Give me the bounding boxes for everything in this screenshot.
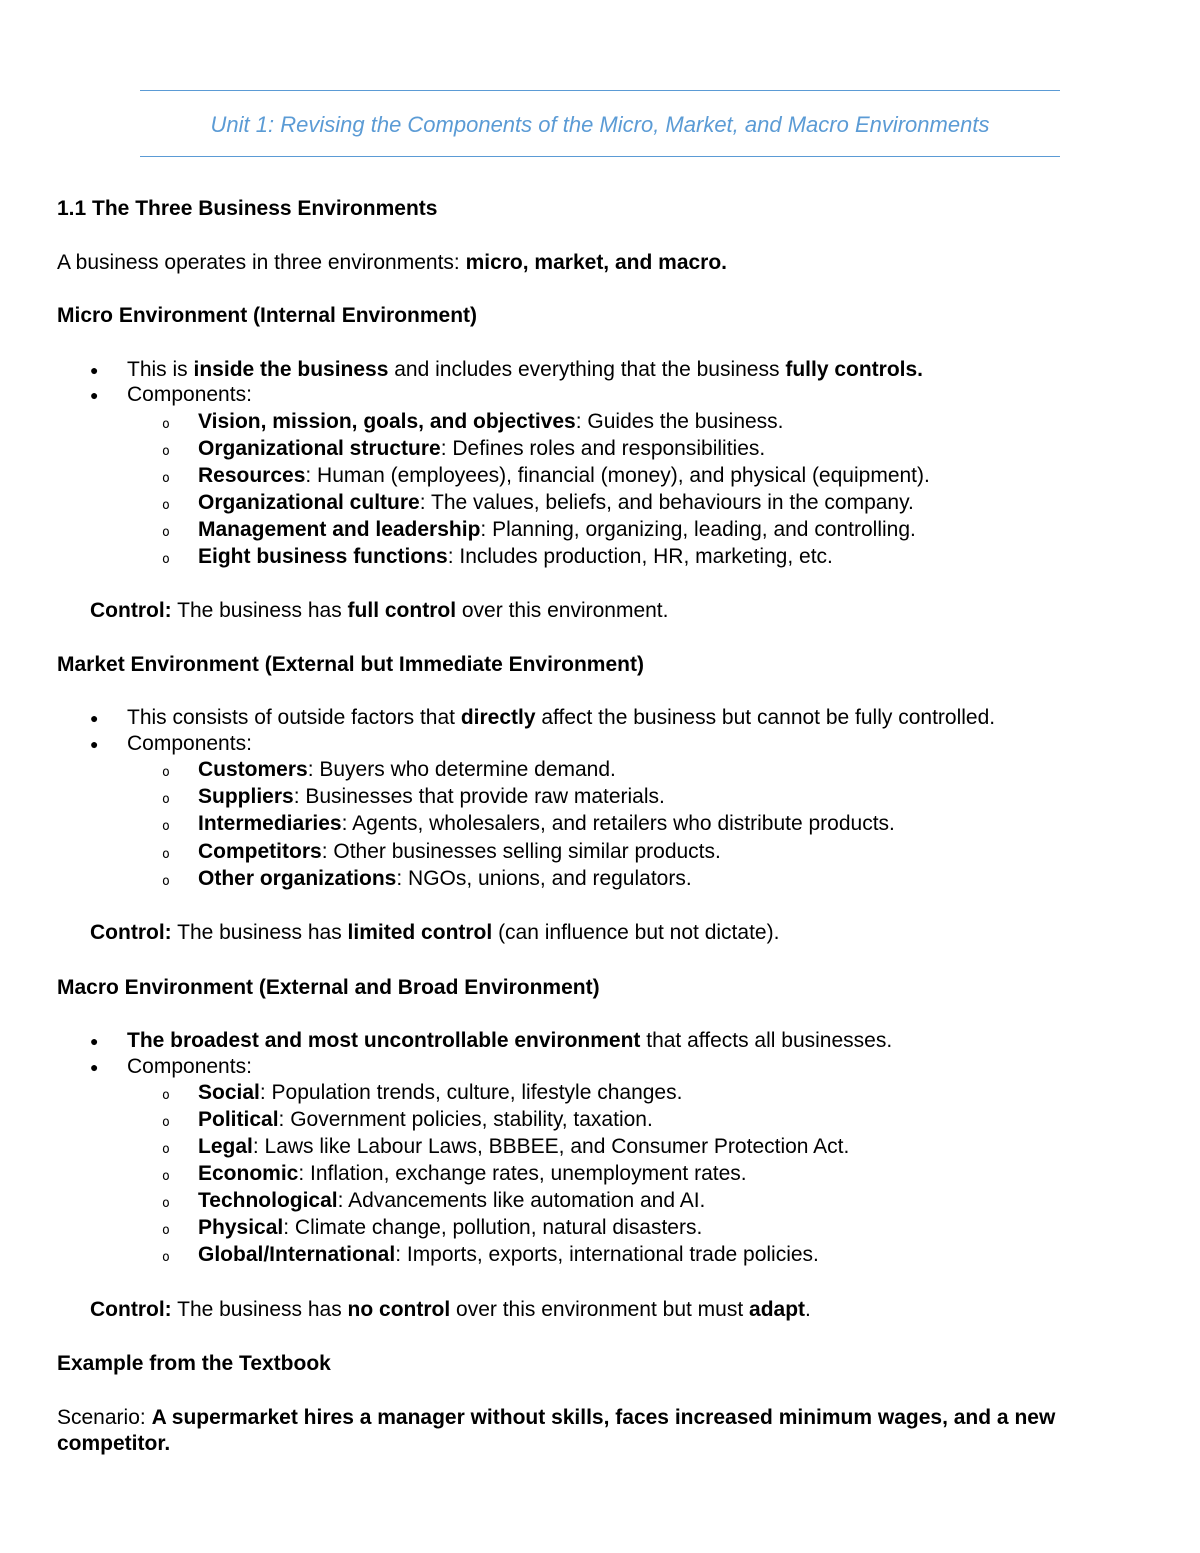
sub-bullet-icon: o	[162, 471, 170, 486]
market-item-desc: : Other businesses selling similar products.	[321, 840, 721, 863]
market-b1-bold: directly	[460, 706, 536, 729]
sub-bullet-icon: o	[162, 792, 170, 807]
intro-text: A business operates in three environments:	[57, 251, 466, 274]
bullet-icon: ●	[90, 710, 99, 726]
macro-b1-bold: The broadest and most uncontrollable environment	[127, 1029, 641, 1052]
scenario-label: Scenario:	[57, 1406, 152, 1429]
sub-bullet-icon: o	[162, 874, 170, 889]
macro-item-term: Social	[198, 1081, 260, 1104]
sub-bullet-icon: o	[162, 1142, 170, 1157]
bullet-icon: ●	[90, 387, 99, 403]
intro-paragraph	[57, 250, 727, 276]
example-heading: Example from the Textbook	[57, 1352, 331, 1375]
sub-bullet-icon: o	[162, 1088, 170, 1103]
micro-b1-bold2: fully controls.	[785, 358, 924, 381]
micro-b1-pre: This is	[127, 358, 194, 381]
macro-item-desc: : Laws like Labour Laws, BBBEE, and Consumer Protection Act.	[252, 1135, 850, 1158]
micro-item-desc: : Human (employees), financial (money), and physical (equipment).	[305, 464, 930, 487]
macro-item-desc: : Advancements like automation and AI.	[337, 1189, 706, 1212]
sub-bullet-icon: o	[162, 1196, 170, 1211]
control-post: (can influence but not dictate).	[492, 921, 780, 944]
bullet-icon: ●	[90, 1033, 99, 1049]
micro-item-term: Vision, mission, goals, and objectives	[198, 410, 576, 433]
micro-item-desc: : Defines roles and responsibilities.	[440, 437, 766, 460]
market-b1-post: affect the business but cannot be fully controlled.	[535, 706, 996, 729]
bullet-icon: ●	[90, 1059, 99, 1075]
bullet-icon: ●	[90, 362, 99, 378]
section-heading: 1.1 The Three Business Environments	[57, 197, 438, 220]
market-heading: Market Environment (External but Immediate Environment)	[57, 653, 644, 676]
example-scenario	[57, 1405, 1137, 1457]
market-components-label: Components:	[127, 732, 252, 755]
control-bold: full control	[347, 599, 457, 622]
sub-bullet-icon: o	[162, 552, 170, 567]
micro-item-desc: : Planning, organizing, leading, and controlling.	[480, 518, 916, 541]
control-bold2: adapt	[749, 1298, 806, 1321]
macro-b1-post: that affects all businesses.	[640, 1029, 893, 1052]
macro-item-term: Technological	[198, 1189, 338, 1212]
unit-title: Unit 1: Revising the Components of the Micro, Market, and Macro Environments	[210, 112, 990, 137]
macro-item-desc: : Climate change, pollution, natural disasters.	[283, 1216, 703, 1239]
micro-control	[90, 598, 668, 624]
control-post: over this environment.	[456, 599, 669, 622]
micro-item-term: Resources	[198, 464, 306, 487]
micro-item-desc: : The values, beliefs, and behaviours in the company.	[419, 491, 914, 514]
macro-item-term: Global/International	[198, 1243, 396, 1266]
intro-bold: micro, market, and macro.	[465, 251, 728, 274]
sub-bullet-icon: o	[162, 1223, 170, 1238]
market-b1-pre: This consists of outside factors that	[127, 706, 461, 729]
micro-item-term: Organizational structure	[198, 437, 441, 460]
macro-item-desc: : Imports, exports, international trade policies.	[395, 1243, 819, 1266]
macro-item-term: Political	[198, 1108, 279, 1131]
sub-bullet-icon: o	[162, 1115, 170, 1130]
sub-bullet-icon: o	[162, 847, 170, 862]
macro-item-desc: : Population trends, culture, lifestyle changes.	[259, 1081, 683, 1104]
macro-item-term: Physical	[198, 1216, 284, 1239]
control-bold: limited control	[347, 921, 493, 944]
control-pre: The business has	[171, 599, 348, 622]
market-control	[90, 920, 779, 946]
micro-components-label: Components:	[127, 383, 252, 406]
market-item-term: Competitors	[198, 840, 322, 863]
market-item-desc: : NGOs, unions, and regulators.	[396, 867, 692, 890]
sub-bullet-icon: o	[162, 444, 170, 459]
macro-item-desc: : Government policies, stability, taxation.	[278, 1108, 653, 1131]
market-item-desc: : Agents, wholesalers, and retailers who distribute products.	[341, 812, 895, 835]
micro-item-desc: : Guides the business.	[575, 410, 784, 433]
market-item-term: Customers	[198, 758, 308, 781]
title-top-rule	[140, 90, 1060, 91]
control-pre: The business has	[171, 1298, 348, 1321]
macro-item-desc: : Inflation, exchange rates, unemployment rates.	[298, 1162, 747, 1185]
control-label: Control:	[90, 1298, 172, 1321]
market-item-term: Other organizations	[198, 867, 397, 890]
micro-item-term: Management and leadership	[198, 518, 481, 541]
bullet-icon: ●	[90, 736, 99, 752]
macro-heading: Macro Environment (External and Broad Environment)	[57, 976, 600, 999]
macro-item-term: Economic	[198, 1162, 299, 1185]
micro-item-term: Organizational culture	[198, 491, 420, 514]
market-item-term: Intermediaries	[198, 812, 342, 835]
sub-bullet-icon: o	[162, 1169, 170, 1184]
control-post: .	[805, 1298, 811, 1321]
macro-components-label: Components:	[127, 1055, 252, 1078]
sub-bullet-icon: o	[162, 417, 170, 432]
scenario-text: A supermarket hires a manager without skills, faces increased minimum wages, and a new competitor.	[57, 1406, 1056, 1455]
control-mid: over this environment but must	[450, 1298, 750, 1321]
macro-item-term: Legal	[198, 1135, 253, 1158]
micro-b1-bold1: inside the business	[193, 358, 389, 381]
micro-b1-mid: and includes everything that the business	[388, 358, 786, 381]
macro-control	[90, 1297, 811, 1323]
control-bold: no control	[347, 1298, 451, 1321]
sub-bullet-icon: o	[162, 1250, 170, 1265]
sub-bullet-icon: o	[162, 525, 170, 540]
micro-item-desc: : Includes production, HR, marketing, etc.	[447, 545, 833, 568]
sub-bullet-icon: o	[162, 765, 170, 780]
market-item-term: Suppliers	[198, 785, 294, 808]
title-bottom-rule	[140, 156, 1060, 157]
control-pre: The business has	[171, 921, 348, 944]
micro-item-term: Eight business functions	[198, 545, 448, 568]
market-item-desc: : Businesses that provide raw materials.	[293, 785, 665, 808]
market-item-desc: : Buyers who determine demand.	[307, 758, 616, 781]
control-label: Control:	[90, 921, 172, 944]
control-label: Control:	[90, 599, 172, 622]
micro-heading: Micro Environment (Internal Environment)	[57, 304, 478, 327]
sub-bullet-icon: o	[162, 498, 170, 513]
sub-bullet-icon: o	[162, 819, 170, 834]
